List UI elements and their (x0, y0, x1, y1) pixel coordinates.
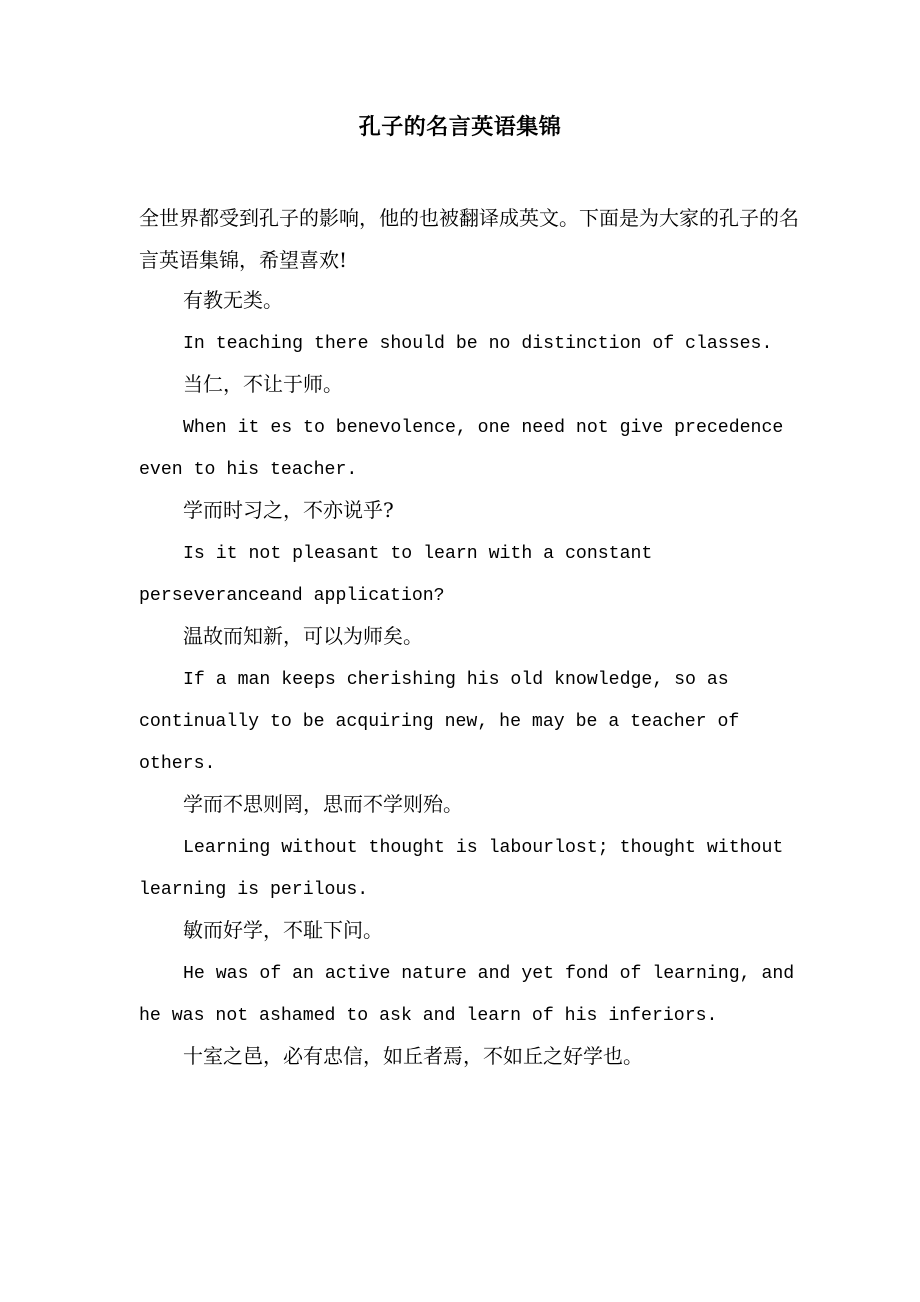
quote-chinese: 学而不思则罔，思而不学则殆。 (183, 792, 463, 816)
document-title: 孔子的名言英语集锦 (358, 115, 562, 140)
quote-chinese: 十室之邑，必有忠信，如丘者焉，不如丘之好学也。 (183, 1044, 643, 1068)
quote-english: Is it not pleasant to learn with a constant perseveranceand application? (139, 544, 653, 606)
document-body (139, 197, 799, 1075)
quote-chinese: 当仁，不让于师。 (183, 372, 343, 396)
quote-english: Learning without thought is labourlost; thought without learning is perilous. (139, 838, 784, 900)
quote-english: When it es to benevolence, one need not give precedence even to his teacher. (139, 418, 784, 480)
quote-english: In teaching there should be no distinction of classes. (183, 334, 773, 354)
intro-paragraph: 全世界都受到孔子的影响，他的也被翻译成英文。下面是为大家的孔子的名言英语集锦，希望喜欢! (139, 206, 799, 272)
quote-english: He was of an active nature and yet fond of learning, and he was not ashamed to ask and learn of his inferiors. (139, 964, 795, 1026)
quote-chinese: 学而时习之，不亦说乎? (183, 498, 394, 522)
quote-chinese: 有教无类。 (183, 288, 283, 312)
quote-chinese: 敏而好学，不耻下问。 (183, 918, 383, 942)
quote-chinese: 温故而知新，可以为师矣。 (183, 624, 423, 648)
quote-english: If a man keeps cherishing his old knowledge, so as continually to be acquiring new, he may be a teacher of others. (139, 670, 740, 774)
